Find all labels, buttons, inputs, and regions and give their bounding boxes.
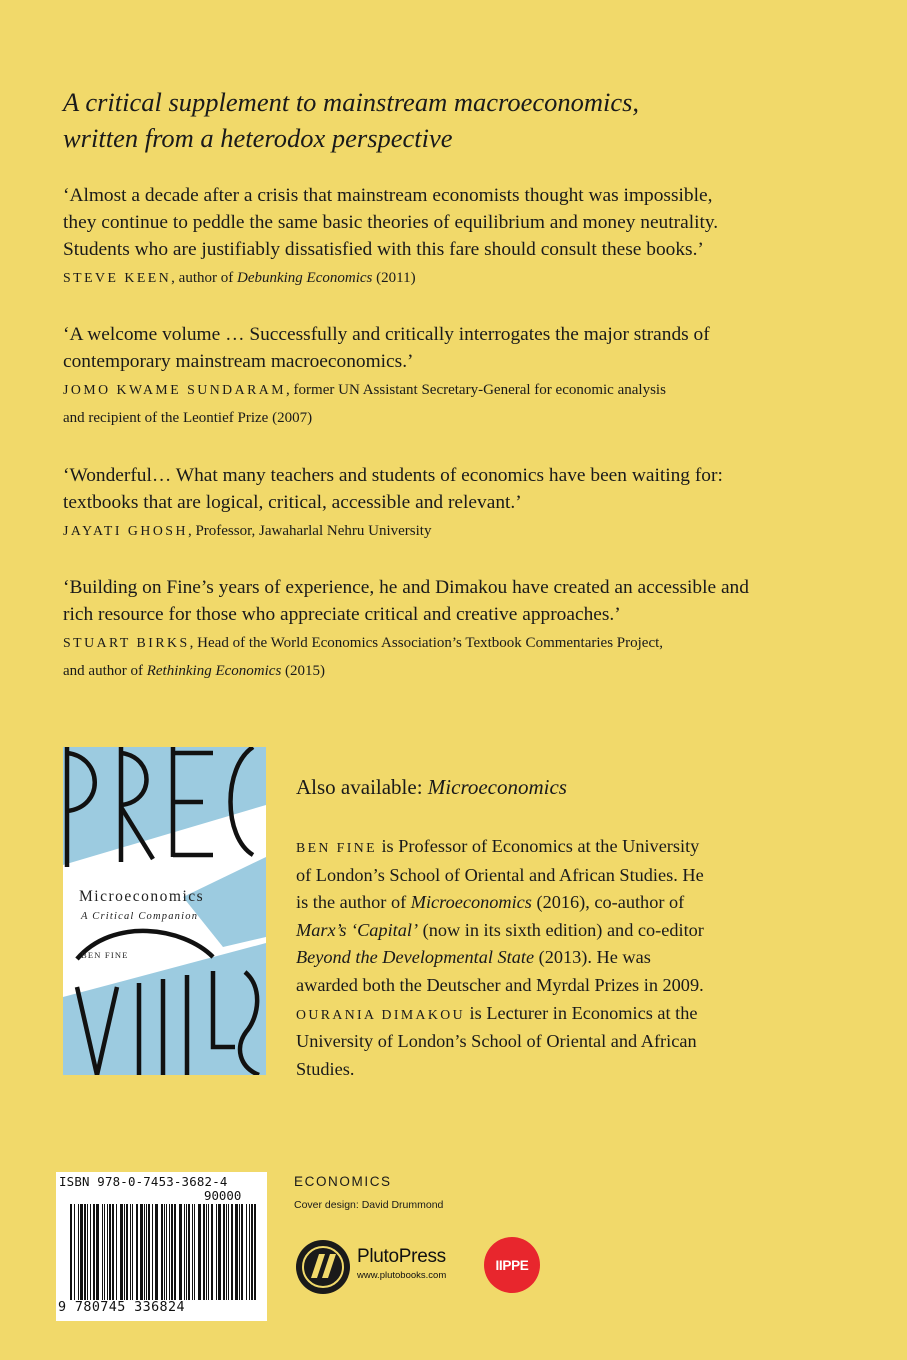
barcode-bar	[155, 1204, 158, 1300]
barcode-bar	[251, 1204, 253, 1300]
quote-line: ‘Almost a decade after a crisis that mainstream economists thought was impossible,	[63, 185, 713, 206]
attribution-book-title: Rethinking Economics	[146, 663, 282, 679]
barcode-bar	[241, 1204, 243, 1300]
bio-text: Studies.	[296, 1058, 355, 1079]
quote-text	[63, 462, 863, 516]
attribution-book-title: Debunking Economics	[236, 270, 373, 286]
bio-book-title: Beyond the Developmental State	[296, 947, 535, 968]
barcode-bar	[246, 1204, 247, 1300]
quote-attribution	[63, 376, 863, 432]
thumbnail-author: BEN FINE	[81, 950, 129, 960]
attribution-text: (2011)	[372, 270, 416, 286]
quote-line: Students who are justifiably dissatisfied with this fare should consult these books.’	[63, 239, 704, 260]
isbn-barcode	[56, 1172, 267, 1321]
endorsement-quote	[63, 462, 863, 545]
barcode-bar	[87, 1204, 88, 1300]
barcode-bar	[198, 1204, 201, 1300]
barcode-bar	[161, 1204, 163, 1300]
quote-author-name: JAYATI GHOSH	[63, 523, 188, 538]
pluto-press-logo-icon	[294, 1238, 352, 1296]
quote-text	[63, 574, 863, 628]
barcode-bar	[126, 1204, 128, 1300]
quote-attribution	[63, 629, 863, 685]
barcode-bar	[124, 1204, 125, 1300]
also-available	[296, 772, 567, 802]
barcode-bar	[166, 1204, 167, 1300]
barcode-bar	[136, 1204, 138, 1300]
barcode-bar	[140, 1204, 143, 1300]
barcode-bar	[164, 1204, 165, 1300]
iippe-logo	[484, 1237, 540, 1293]
attribution-text: and author of	[63, 663, 147, 679]
quote-line: ‘A welcome volume … Successfully and critically interrogates the major strands of	[63, 324, 710, 345]
barcode-bar	[223, 1204, 225, 1300]
bio-text: is Lecturer in Economics at the	[464, 1002, 698, 1023]
publisher-url: www.plutobooks.com	[357, 1270, 447, 1281]
bio-text: (now in its sixth edition) and co-editor	[418, 919, 704, 940]
barcode-bar	[80, 1204, 83, 1300]
bio-book-title: Marx’s ‘Capital’	[296, 919, 419, 940]
barcode-bar	[249, 1204, 250, 1300]
attribution-text: (2015)	[281, 663, 326, 679]
publisher-name: PlutoPress	[357, 1246, 446, 1267]
quote-line: contemporary mainstream macroeconomics.’	[63, 351, 414, 372]
barcode-bar	[192, 1204, 193, 1300]
bio-text: University of London’s School of Oriental and African	[296, 1031, 697, 1052]
quote-line: ‘Wonderful… What many teachers and students of economics have been waiting for:	[63, 465, 723, 486]
bio-text: (2016), co-author of	[531, 892, 685, 913]
barcode-bar	[102, 1204, 103, 1300]
barcode-bar	[231, 1204, 233, 1300]
barcode-bar	[235, 1204, 238, 1300]
quote-line: textbooks that are logical, critical, accessible and relevant.’	[63, 492, 522, 513]
companion-book-thumbnail	[63, 747, 266, 1075]
barcode-bar	[186, 1204, 187, 1300]
bio-text: is Professor of Economics at the University	[376, 836, 700, 856]
tagline-line-2: written from a heterodox perspective	[63, 123, 453, 153]
barcode-bar	[70, 1204, 72, 1300]
endorsement-quote	[63, 182, 863, 292]
barcode-bar	[218, 1204, 221, 1300]
barcode-bar	[179, 1204, 182, 1300]
quote-text	[63, 321, 863, 375]
cover-tagline	[63, 84, 863, 156]
cover-design-credit: Cover design: David Drummond	[294, 1199, 444, 1211]
barcode-bar	[228, 1204, 229, 1300]
barcode-bar	[226, 1204, 227, 1300]
barcode-bar	[206, 1204, 207, 1300]
bio-text: awarded both the Deutscher and Myrdal Prizes in 2009.	[296, 974, 704, 995]
barcode-bar	[132, 1204, 133, 1300]
barcode-digits: 9 780745 336824	[58, 1300, 185, 1315]
iippe-logo-text: IIPPE	[495, 1257, 529, 1273]
barcode-bar	[107, 1204, 108, 1300]
barcode-bar	[184, 1204, 185, 1300]
barcode-bar	[130, 1204, 131, 1300]
barcode-bar	[104, 1204, 105, 1300]
barcode-bar	[254, 1204, 256, 1300]
barcode-bar	[239, 1204, 240, 1300]
quote-line: ‘Building on Fine’s years of experience, he and Dimakou have created an accessible and	[63, 577, 749, 598]
barcode-bar	[194, 1204, 195, 1300]
barcode-bar	[74, 1204, 75, 1300]
barcode-bar	[146, 1204, 147, 1300]
barcode-bar	[144, 1204, 145, 1300]
attribution-text: and recipient of the Leontief Prize (2007)	[63, 410, 313, 426]
endorsement-quote	[63, 574, 863, 685]
barcode-bar	[171, 1204, 173, 1300]
barcode-bar	[84, 1204, 86, 1300]
barcode-bar	[96, 1204, 99, 1300]
barcode-bar	[90, 1204, 91, 1300]
quote-line: they continue to peddle the same basic theories of equilibrium and money neutrality.	[63, 212, 719, 233]
author-bio	[296, 833, 856, 1083]
quote-text	[63, 182, 863, 263]
barcode-bar	[78, 1204, 79, 1300]
bio-text: (2013). He was	[534, 947, 651, 968]
price-code: 90000	[204, 1188, 242, 1203]
barcode-bar	[208, 1204, 209, 1300]
attribution-text: , author of	[171, 270, 237, 286]
thumbnail-title: Microeconomics	[79, 888, 205, 905]
also-available-label: Also available:	[296, 775, 428, 799]
barcode-bar	[120, 1204, 123, 1300]
barcode-bar	[112, 1204, 114, 1300]
also-available-title: Microeconomics	[427, 775, 567, 799]
subject-category: ECONOMICS	[294, 1174, 392, 1189]
quote-line: rich resource for those who appreciate critical and creative approaches.’	[63, 604, 621, 625]
barcode-bar	[148, 1204, 150, 1300]
barcode-bar	[116, 1204, 117, 1300]
bio-author-name: BEN FINE	[296, 840, 377, 855]
bio-text: is the author of	[296, 892, 411, 913]
attribution-text: , Professor, Jawaharlal Nehru University	[187, 523, 432, 539]
quote-attribution	[63, 517, 863, 545]
barcode-bar	[93, 1204, 95, 1300]
quote-author-name: JOMO KWAME SUNDARAM	[63, 382, 287, 397]
bio-book-title: Microeconomics	[410, 892, 532, 913]
endorsement-quote	[63, 321, 863, 432]
bio-author-name: OURANIA DIMAKOU	[296, 1006, 465, 1022]
bio-text: of London’s School of Oriental and African Studies. He	[296, 864, 704, 885]
quote-author-name: STUART BIRKS	[63, 635, 190, 650]
barcode-bar	[174, 1204, 176, 1300]
tagline-line-1: A critical supplement to mainstream macroeconomics,	[63, 87, 640, 117]
barcode-bar	[152, 1204, 153, 1300]
attribution-text: , former UN Assistant Secretary-General for economic analysis	[286, 382, 666, 398]
quote-author-name: STEVE KEEN	[63, 270, 172, 285]
barcode-bar	[109, 1204, 111, 1300]
barcode-bar	[203, 1204, 205, 1300]
barcode-bar	[188, 1204, 190, 1300]
barcode-bar	[211, 1204, 213, 1300]
thumbnail-subtitle: A Critical Companion	[81, 911, 199, 922]
barcode-bar	[169, 1204, 170, 1300]
attribution-text: , Head of the World Economics Association’s Textbook Commentaries Project,	[189, 635, 664, 651]
barcode-bar	[216, 1204, 217, 1300]
isbn-text: ISBN 978-0-7453-3682-4	[59, 1174, 228, 1189]
quote-attribution	[63, 264, 863, 292]
